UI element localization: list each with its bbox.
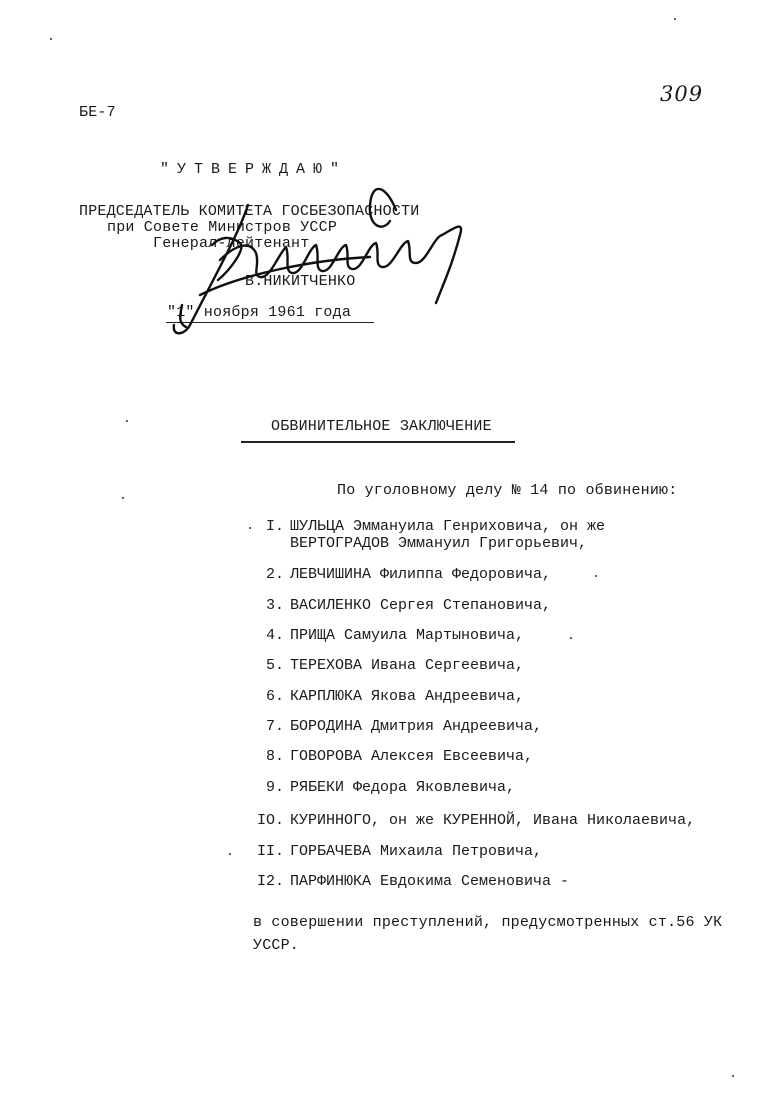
- scan-speck: [122, 497, 124, 499]
- accused-item: [254, 688, 524, 705]
- accused-name: КАРПЛЮКА Якова Андреевича,: [290, 688, 525, 705]
- scan-speck: [674, 18, 676, 20]
- accused-item: [254, 627, 524, 644]
- accused-number: 4.: [265, 627, 284, 644]
- page-number: 309: [660, 82, 704, 106]
- scan-speck: [595, 575, 597, 577]
- accused-number: 6.: [265, 688, 284, 705]
- document-title: ОБВИНИТЕЛЬНОЕ ЗАКЛЮЧЕНИЕ: [271, 418, 492, 435]
- accused-item: [254, 718, 542, 735]
- title-underline: [241, 441, 515, 443]
- approver-rank: Генерал-лейтенант: [153, 235, 310, 252]
- accused-number: 8.: [265, 748, 284, 765]
- approval-date: "1" ноября 1961 года: [167, 304, 352, 321]
- accused-number: IO.: [256, 812, 284, 829]
- accused-item: [254, 518, 605, 552]
- accused-name: ГОРБАЧЕВА Михаила Петровича,: [290, 843, 543, 860]
- accused-alias: ВЕРТОГРАДОВ Эммануил Григорьевич,: [290, 535, 588, 552]
- accused-item: [254, 843, 542, 860]
- accused-number: I.: [265, 518, 284, 535]
- accused-name: РЯБЕКИ Федора Яковлевича,: [290, 779, 516, 796]
- accused-item: [254, 657, 524, 674]
- scan-speck: [229, 853, 231, 855]
- scan-speck: [50, 38, 52, 40]
- accused-name: ТЕРЕХОВА Ивана Сергеевича,: [290, 657, 525, 674]
- scan-speck: [249, 527, 251, 529]
- accused-item: [254, 873, 569, 890]
- charge-statement: в совершении преступлений, предусмотренных ст.56 УК УССР.: [253, 914, 723, 954]
- accused-name: КУРИННОГО, он же КУРЕННОЙ, Ивана Николаевича,: [290, 812, 696, 829]
- approval-stamp-word: "УТВЕРЖДАЮ": [160, 161, 348, 178]
- scan-speck: [732, 1075, 734, 1077]
- accused-item: [254, 779, 515, 796]
- accused-number: 3.: [265, 597, 284, 614]
- accused-item: [254, 748, 533, 765]
- accused-name: БОРОДИНА Дмитрия Андреевича,: [290, 718, 543, 735]
- accused-name: ПРИЩА Самуила Мартыновича,: [290, 627, 525, 644]
- accused-name: ШУЛЬЦА Эммануила Генриховича, он же: [290, 518, 606, 535]
- accused-item: [254, 597, 551, 614]
- accused-number: 5.: [265, 657, 284, 674]
- accused-name: ВАСИЛЕНКО Сергея Степановича,: [290, 597, 552, 614]
- scan-speck: [126, 420, 128, 422]
- accused-name: ПАРФИНЮКА Евдокима Семеновича -: [290, 873, 570, 890]
- accused-number: 2.: [265, 566, 284, 583]
- document-code: БЕ-7: [79, 104, 116, 121]
- approver-position-line-2: при Совете Министров УССР: [107, 219, 338, 236]
- approver-name: В.НИКИТЧЕНКО: [245, 273, 356, 290]
- accused-number: 9.: [265, 779, 284, 796]
- case-reference: По уголовному делу № 14 по обвинению:: [337, 482, 678, 499]
- accused-number: 7.: [265, 718, 284, 735]
- scan-speck: [570, 637, 572, 639]
- approver-position-line-1: ПРЕДСЕДАТЕЛЬ КОМИТЕТА ГОСБЕЗОПАСНОСТИ: [79, 203, 420, 220]
- accused-item: [254, 566, 551, 583]
- accused-number: I2.: [256, 873, 284, 890]
- accused-number: II.: [256, 843, 284, 860]
- accused-name: ГОВОРОВА Алексея Евсеевича,: [290, 748, 534, 765]
- accused-item: [254, 812, 695, 829]
- handwritten-signature: [160, 175, 480, 345]
- accused-name: ЛЕВЧИШИНА Филиппа Федоровича,: [290, 566, 552, 583]
